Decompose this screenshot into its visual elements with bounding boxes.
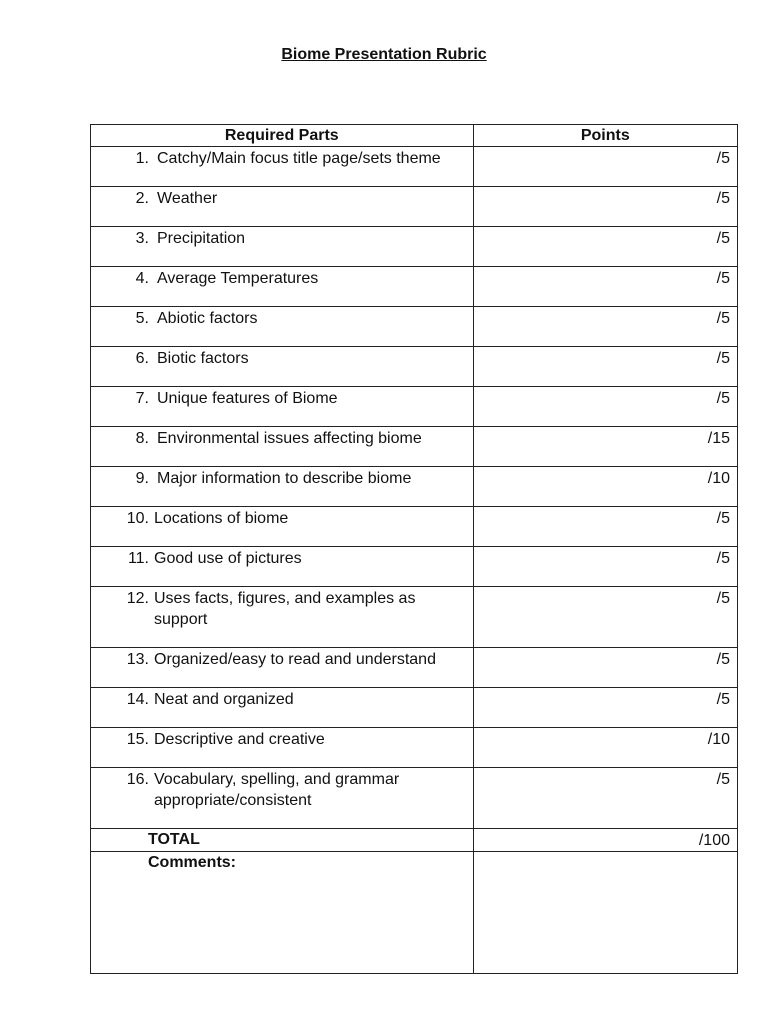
- item-number: 16.: [126, 771, 149, 788]
- item-number: 4.: [135, 270, 149, 287]
- required-part-cell: [91, 688, 474, 728]
- comments-label: Comments:: [91, 852, 474, 974]
- points-cell: /5: [473, 227, 737, 267]
- required-part-cell: [91, 267, 474, 307]
- points-cell: /5: [473, 688, 737, 728]
- points-cell: /5: [473, 307, 737, 347]
- item-number: 10.: [126, 510, 149, 527]
- item-label: Average Temperatures: [157, 270, 319, 287]
- item-number: 7.: [135, 390, 149, 407]
- table-row: [91, 227, 738, 267]
- required-part-cell: [91, 507, 474, 547]
- points-cell: /5: [473, 267, 737, 307]
- table-row: [91, 728, 738, 768]
- page-title: Biome Presentation Rubric: [281, 46, 487, 63]
- item-number: 5.: [135, 310, 149, 327]
- item-label: Locations of biome: [154, 510, 289, 527]
- item-number: 6.: [135, 350, 149, 367]
- item-label: Vocabulary, spelling, and grammar appropriate/consistent: [154, 771, 400, 809]
- item-number: 14.: [126, 691, 149, 708]
- required-part-cell: [91, 427, 474, 467]
- points-cell: /5: [473, 547, 737, 587]
- item-label: Biotic factors: [157, 350, 249, 367]
- points-cell: /5: [473, 507, 737, 547]
- required-part-cell: [91, 307, 474, 347]
- table-row: [91, 587, 738, 648]
- rubric-table: [90, 124, 738, 974]
- points-cell: /5: [473, 387, 737, 427]
- item-number: 8.: [135, 430, 149, 447]
- item-label: Unique features of Biome: [157, 390, 338, 407]
- points-cell: /5: [473, 648, 737, 688]
- item-label: Catchy/Main focus title page/sets theme: [157, 150, 441, 167]
- item-number: 2.: [135, 190, 149, 207]
- table-row: [91, 768, 738, 829]
- item-number: 9.: [135, 470, 149, 487]
- required-part-cell: [91, 347, 474, 387]
- item-number: 12.: [126, 590, 149, 607]
- table-row: [91, 147, 738, 187]
- required-part-cell: [91, 587, 474, 648]
- points-cell: /10: [473, 467, 737, 507]
- table-row: [91, 347, 738, 387]
- table-row: [91, 467, 738, 507]
- item-label: Precipitation: [157, 230, 246, 247]
- column-header-points: Points: [473, 125, 737, 147]
- item-number: 3.: [135, 230, 149, 247]
- points-cell: /5: [473, 187, 737, 227]
- table-row: [91, 267, 738, 307]
- points-cell: /15: [473, 427, 737, 467]
- table-header-row: [91, 125, 738, 147]
- table-row: [91, 187, 738, 227]
- table-row: [91, 387, 738, 427]
- item-number: 13.: [126, 651, 149, 668]
- item-label: Abiotic factors: [157, 310, 258, 327]
- item-label: Uses facts, figures, and examples as support: [154, 590, 416, 628]
- required-part-cell: [91, 547, 474, 587]
- required-part-cell: [91, 648, 474, 688]
- total-points: /100: [473, 829, 737, 852]
- required-part-cell: [91, 227, 474, 267]
- table-row: [91, 648, 738, 688]
- item-label: Descriptive and creative: [154, 731, 325, 748]
- required-part-cell: [91, 147, 474, 187]
- item-number: 15.: [126, 731, 149, 748]
- points-cell: /5: [473, 768, 737, 829]
- total-label: TOTAL: [91, 829, 474, 852]
- table-row: [91, 688, 738, 728]
- comments-row: [91, 852, 738, 974]
- item-number: 11.: [127, 550, 149, 567]
- required-part-cell: [91, 467, 474, 507]
- item-label: Weather: [157, 190, 218, 207]
- table-row: [91, 427, 738, 467]
- table-row: [91, 307, 738, 347]
- item-label: Organized/easy to read and understand: [154, 651, 436, 668]
- column-header-required-parts: Required Parts: [91, 125, 474, 147]
- item-label: Neat and organized: [154, 691, 294, 708]
- table-row: [91, 547, 738, 587]
- table-row: [91, 507, 738, 547]
- required-part-cell: [91, 728, 474, 768]
- item-label: Good use of pictures: [154, 550, 302, 567]
- total-row: [91, 829, 738, 852]
- points-cell: /10: [473, 728, 737, 768]
- required-part-cell: [91, 387, 474, 427]
- item-number: 1.: [135, 150, 149, 167]
- item-label: Environmental issues affecting biome: [157, 430, 422, 447]
- required-part-cell: [91, 768, 474, 829]
- comments-points-cell: [473, 852, 737, 974]
- points-cell: /5: [473, 347, 737, 387]
- points-cell: /5: [473, 587, 737, 648]
- points-cell: /5: [473, 147, 737, 187]
- required-part-cell: [91, 187, 474, 227]
- item-label: Major information to describe biome: [157, 470, 412, 487]
